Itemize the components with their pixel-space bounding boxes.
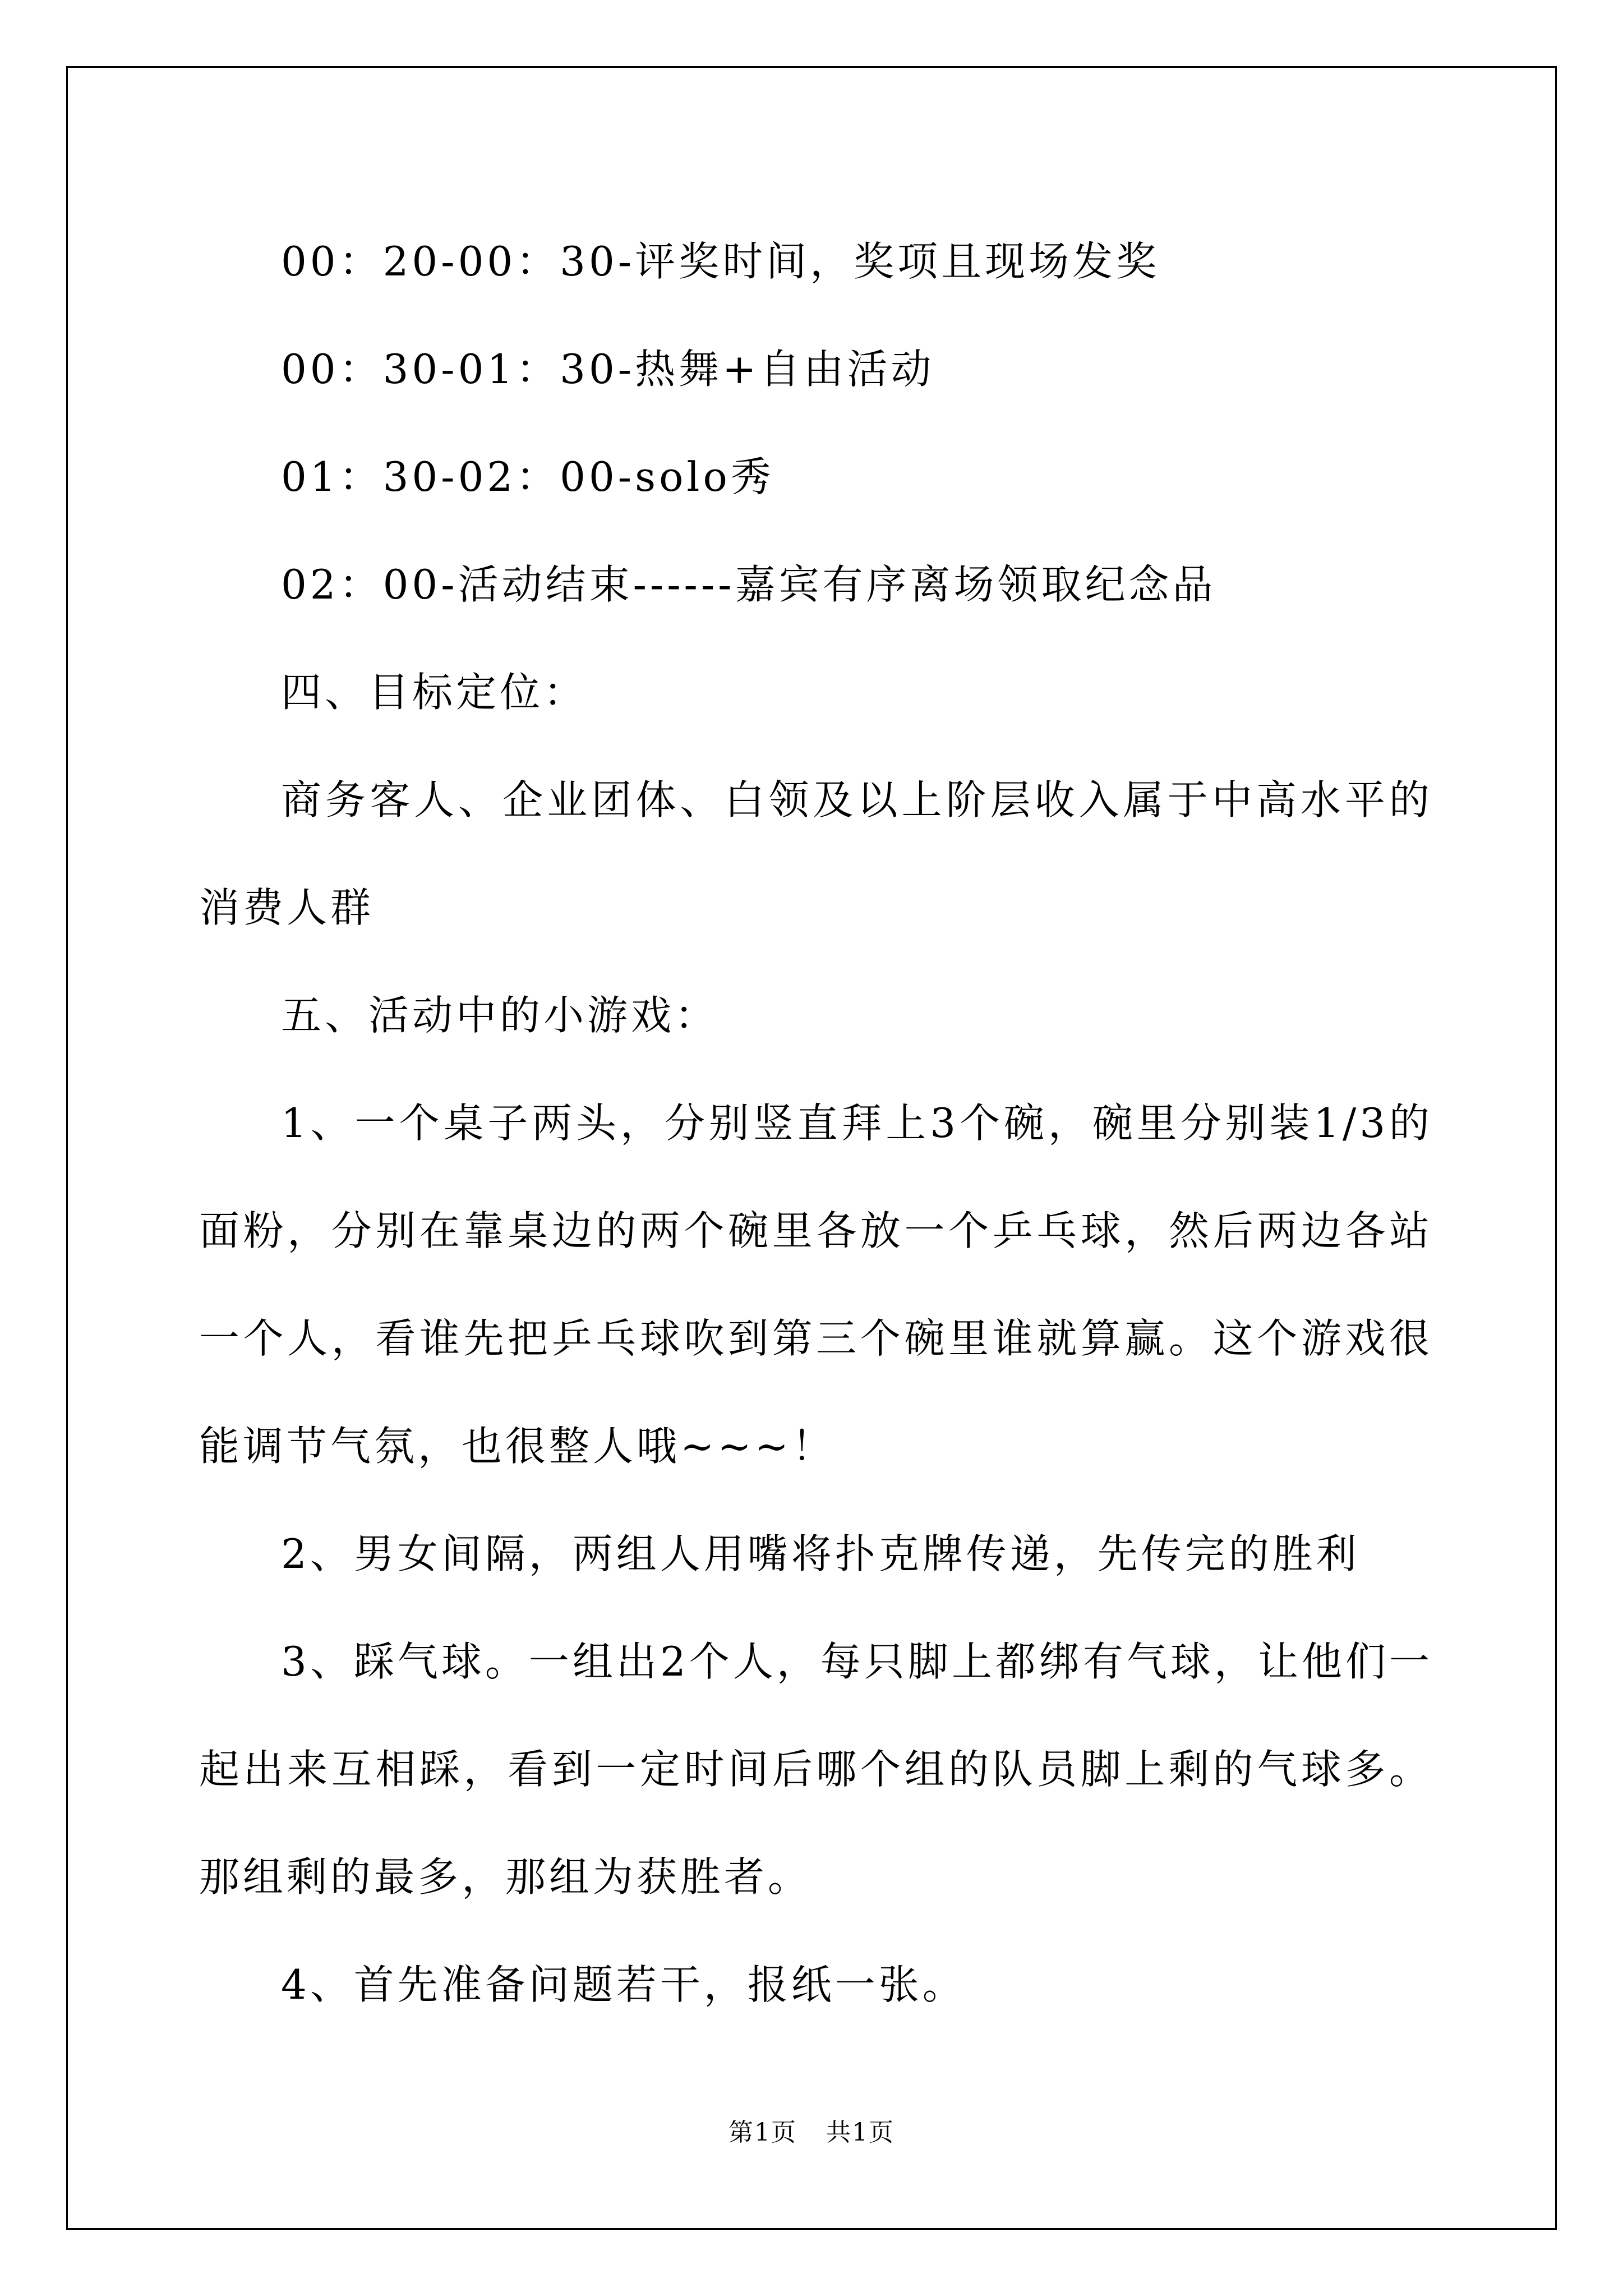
page-number: 第1页 [728,2118,797,2147]
schedule-line-3: 01：30-02：00-solo秀 [281,453,774,500]
page-total: 共1页 [826,2118,895,2147]
section-heading-games: 五、活动中的小游戏： [281,992,719,1039]
game-item-2: 2、男女间隔，两组人用嘴将扑克牌传递，先传完的胜利 [281,1530,1360,1577]
page-footer [0,2112,1623,2148]
schedule-line-4: 02：00-活动结束------嘉宾有序离场领取纪念品 [281,561,1216,608]
schedule-line-1: 00：20-00：30-评奖时间，奖项且现场发奖 [281,238,1160,285]
document-body [199,208,1433,2039]
game-item-1: 1、一个桌子两头，分别竖直拜上3个碗，碗里分别装1/3的面粉，分别在靠桌边的两个碗里各放一个乒乓球，然后两边各站一个人，看谁先把乒乓球吹到第三个碗里谁就算赢。这个游戏很能调节气氛，也很整人哦~~~！ [199,1099,1433,1470]
game-item-4: 4、首先准备问题若干，报纸一张。 [281,1961,966,2008]
section-heading-target: 四、目标定位： [281,669,588,716]
target-description: 商务客人、企业团体、白领及以上阶层收入属于中高水平的消费人群 [199,776,1433,931]
schedule-line-2: 00：30-01：30-热舞+自由活动 [281,346,935,393]
game-item-3: 3、踩气球。一组出2个人，每只脚上都绑有气球，让他们一起出来互相踩，看到一定时间后哪个组的队员脚上剩的气球多。那组剩的最多，那组为获胜者。 [199,1638,1433,1901]
